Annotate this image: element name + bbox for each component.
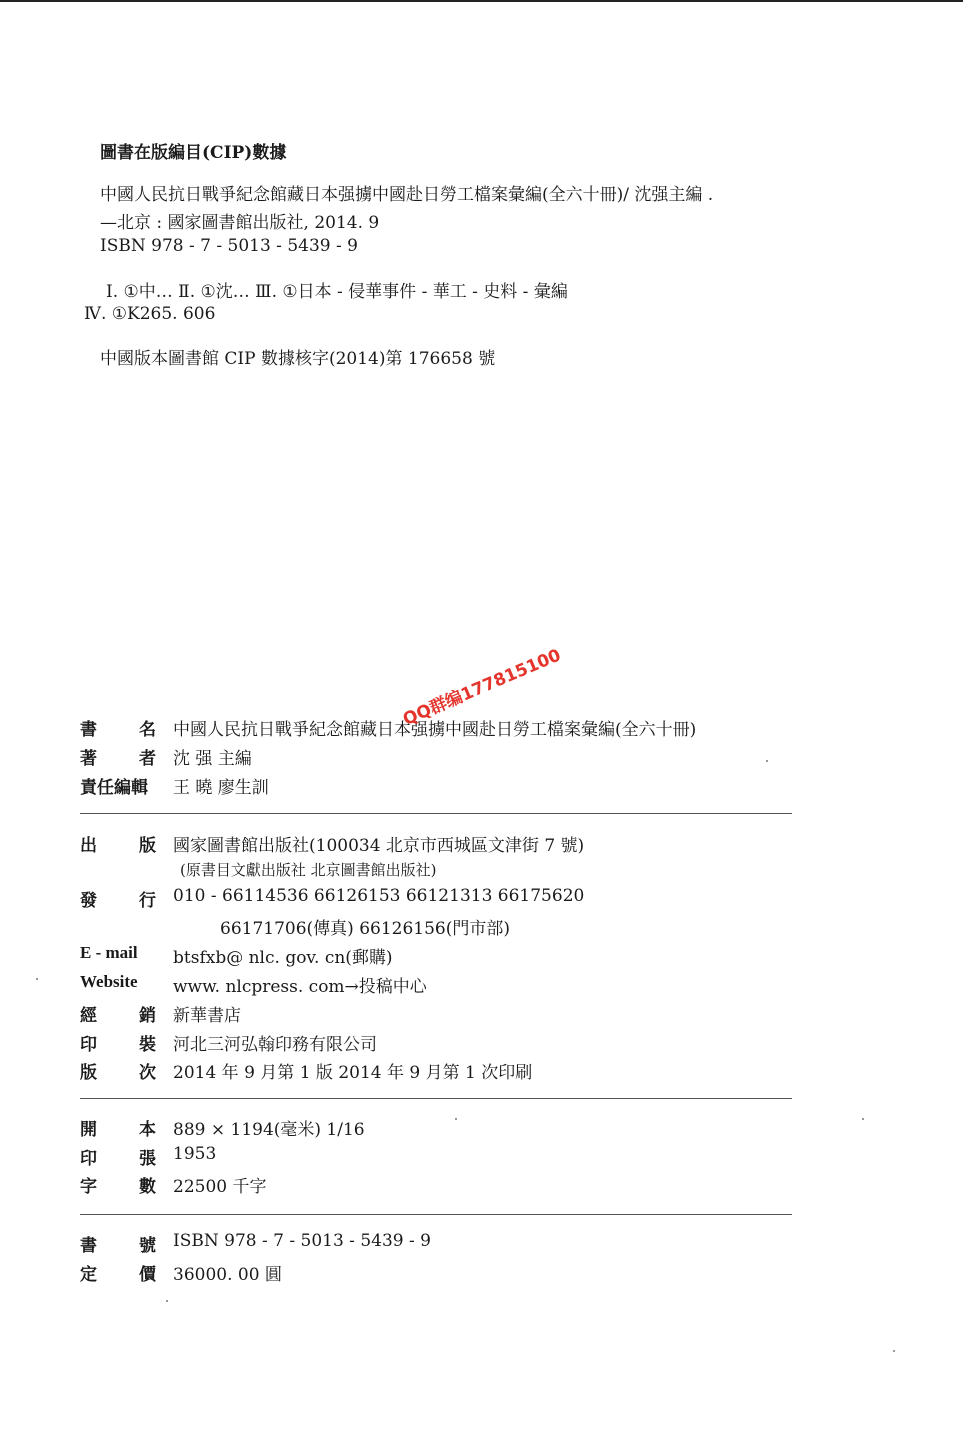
row-publisher-former [80,859,792,887]
value-sheets: 1953 [173,1144,217,1164]
scan-speck [36,978,38,980]
value-retailer: 新華書店 [173,1006,241,1026]
row-sheets [80,1144,792,1172]
divider-1 [80,813,792,814]
top-border-line [0,0,963,2]
row-isbn [80,1231,792,1259]
value-publisher-former: (原書目文獻出版社 北京圖書館出版社) [180,861,437,879]
label-author: 著 者 [80,749,156,769]
value-email: btsfxb@ nlc. gov. cn(郵購) [173,948,393,968]
row-printer [80,1030,792,1058]
divider-2 [80,1098,792,1099]
label-retailer: 經 銷 [80,1006,156,1026]
row-book-title [80,715,792,743]
watermark-stamp: QQ群编177815100 [400,645,564,730]
value-website: www. nlcpress. com→投稿中心 [173,977,427,997]
divider-3 [80,1214,792,1215]
label-format: 開 本 [80,1120,156,1140]
value-distribution-phones: 010 - 66114536 66126153 66121313 66175620 [173,886,585,906]
label-book-title: 書 名 [80,720,156,740]
cip-isbn-line: ISBN 978 - 7 - 5013 - 5439 - 9 [100,236,358,256]
row-email [80,943,792,971]
label-edition: 版 次 [80,1063,156,1083]
cip-subject-line: Ⅰ. ①中… Ⅱ. ①沈… Ⅲ. ①日本 - 侵華事件 - 華工 - 史料 - 彙編 [106,282,568,302]
row-author [80,744,792,772]
label-distribution: 發 行 [80,891,156,911]
cip-classification-line: Ⅳ. ①K265. 606 [84,304,216,324]
scan-speck [893,1350,895,1352]
row-words [80,1172,792,1200]
row-editor [80,773,792,801]
value-publisher: 國家圖書館出版社(100034 北京市西城區文津街 7 號) [173,836,585,856]
row-distribution-fax [80,914,792,942]
scan-speck [166,1300,168,1302]
value-editor: 王 曉 廖生訓 [173,778,269,798]
label-editor: 責任編輯 [80,778,148,798]
value-author: 沈 强 主編 [173,749,252,769]
label-publisher: 出 版 [80,836,156,856]
label-website: Website [80,972,138,991]
value-format: 889 × 1194(毫米) 1/16 [173,1120,365,1140]
label-price: 定 價 [80,1265,156,1285]
label-sheets: 印 張 [80,1149,156,1169]
label-email: E - mail [80,943,138,962]
row-price [80,1260,792,1288]
value-isbn: ISBN 978 - 7 - 5013 - 5439 - 9 [173,1231,431,1251]
value-distribution-fax: 66171706(傳真) 66126156(門市部) [220,919,510,939]
scan-speck [862,1118,864,1120]
scan-speck [455,1118,457,1120]
scan-speck [766,760,768,762]
cip-publisher-line: —北京 : 國家圖書館出版社, 2014. 9 [100,213,380,233]
label-words: 字 數 [80,1177,156,1197]
label-printer: 印 裝 [80,1035,156,1055]
row-website [80,972,792,1000]
cip-heading: 圖書在版編目(CIP)數據 [100,143,287,163]
row-publisher [80,831,792,859]
cip-title-line: 中國人民抗日戰爭紀念館藏日本强擄中國赴日勞工檔案彙編(全六十冊)/ 沈强主編 . [100,185,714,205]
value-printer: 河北三河弘翰印務有限公司 [173,1035,377,1055]
value-book-title: 中國人民抗日戰爭紀念館藏日本强擄中國赴日勞工檔案彙編(全六十冊) [173,720,697,740]
value-words: 22500 千字 [173,1177,267,1197]
row-distribution [80,886,792,914]
row-format [80,1115,792,1143]
row-retailer [80,1001,792,1029]
value-price: 36000. 00 圓 [173,1265,282,1285]
cip-record-number: 中國版本圖書館 CIP 數據核字(2014)第 176658 號 [100,349,496,369]
label-isbn: 書 號 [80,1236,156,1256]
value-edition: 2014 年 9 月第 1 版 2014 年 9 月第 1 次印刷 [173,1063,533,1083]
row-edition [80,1058,792,1086]
